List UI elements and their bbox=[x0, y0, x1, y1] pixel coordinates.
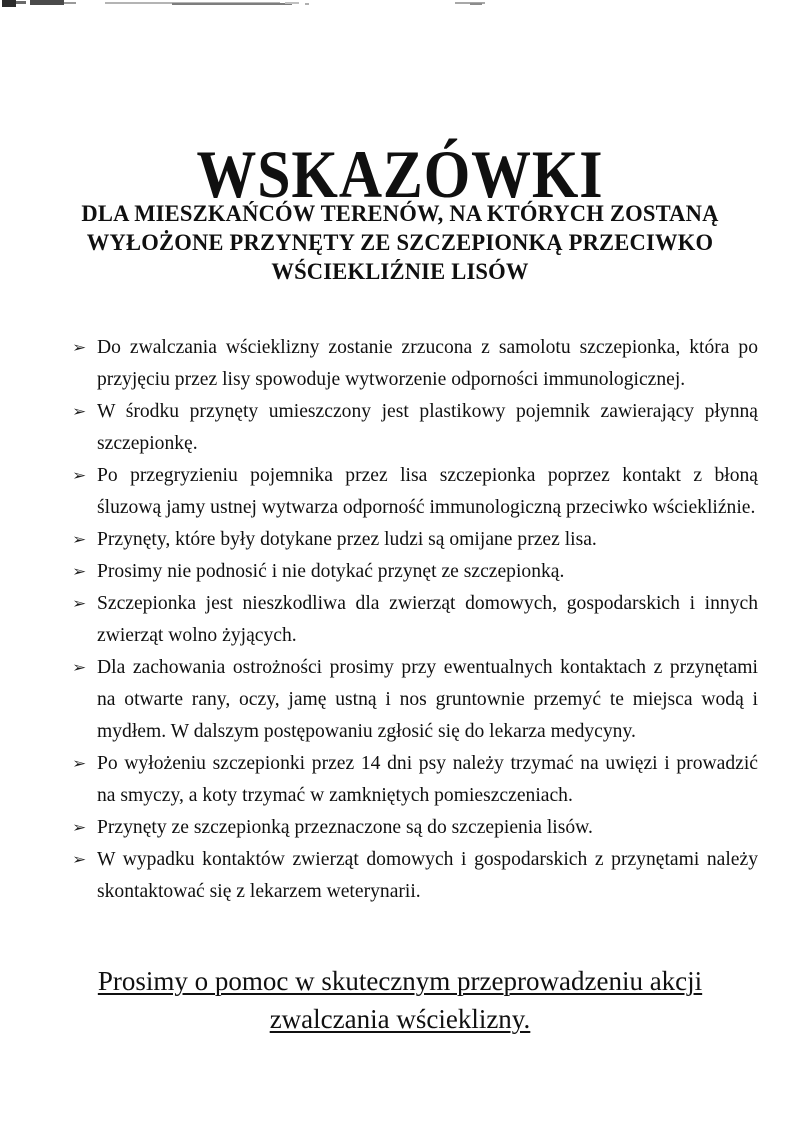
list-item-text: Prosimy nie podnosić i nie dotykać przynęt ze szczepionką. bbox=[97, 561, 565, 582]
list-item bbox=[72, 460, 758, 524]
scan-artifact-mark bbox=[172, 3, 292, 5]
scan-artifact-mark bbox=[64, 2, 76, 4]
list-item bbox=[72, 812, 758, 844]
scan-artifact-mark bbox=[455, 2, 485, 4]
list-item bbox=[72, 396, 758, 460]
list-item-text: W wypadku kontaktów zwierząt domowych i gospodarskich z przynętami należy skontaktować się z lekarzem weterynarii. bbox=[97, 849, 758, 902]
arrow-bullet-icon: ➢ bbox=[72, 659, 87, 676]
arrow-bullet-icon: ➢ bbox=[72, 755, 87, 772]
subtitle-line-3: WŚCIEKLIŹNIE LISÓW bbox=[271, 259, 529, 285]
arrow-bullet-icon: ➢ bbox=[72, 851, 87, 868]
subtitle-line-1: DLA MIESZKAŃCÓW TERENÓW, NA KTÓRYCH ZOSTANĄ bbox=[81, 201, 719, 227]
list-item-text: Do zwalczania wścieklizny zostanie zrzucona z samolotu szczepionka, która po przyjęciu przez lisy spowoduje wytworzenie odporności immunologicznej. bbox=[97, 337, 758, 390]
document-title: WSKAZÓWKI bbox=[196, 135, 604, 212]
subtitle-line-2: WYŁOŻONE PRZYNĘTY ZE SZCZEPIONKĄ PRZECIWKO bbox=[86, 230, 714, 256]
arrow-bullet-icon: ➢ bbox=[72, 531, 87, 548]
list-item bbox=[72, 332, 758, 396]
scan-artifact-mark bbox=[105, 2, 280, 4]
list-item-text: Po przegryzieniu pojemnika przez lisa szczepionka poprzez kontakt z błoną śluzową jamy ustnej wytwarza odporność immunologiczną przeciwko wściekliźnie. bbox=[97, 465, 758, 518]
arrow-bullet-icon: ➢ bbox=[72, 467, 87, 484]
list-item bbox=[72, 524, 758, 556]
scan-edge-artifacts bbox=[0, 0, 800, 16]
list-item-text: Przynęty ze szczepionką przeznaczone są do szczepienia lisów. bbox=[97, 817, 593, 838]
arrow-bullet-icon: ➢ bbox=[72, 563, 87, 580]
list-item-text: W środku przynęty umieszczony jest plastikowy pojemnik zawierający płynną szczepionkę. bbox=[97, 401, 758, 454]
scan-artifact-mark bbox=[30, 0, 64, 5]
closing-appeal bbox=[0, 962, 800, 1038]
document-subtitle bbox=[40, 200, 760, 287]
arrow-bullet-icon: ➢ bbox=[72, 403, 87, 420]
arrow-bullet-icon: ➢ bbox=[72, 819, 87, 836]
scan-artifact-mark bbox=[285, 2, 299, 4]
list-item bbox=[72, 652, 758, 748]
list-item-text: Po wyłożeniu szczepionki przez 14 dni psy należy trzymać na uwięzi i prowadzić na smyczy, a koty trzymać w zamkniętych pomieszczeniach. bbox=[97, 753, 758, 806]
closing-appeal-line-1: Prosimy o pomoc w skutecznym przeprowadzeniu akcji bbox=[97, 966, 703, 996]
arrow-bullet-icon: ➢ bbox=[72, 339, 87, 356]
list-item bbox=[72, 844, 758, 908]
list-item-text: Dla zachowania ostrożności prosimy przy ewentualnych kontaktach z przynętami na otwarte rany, oczy, jamę ustną i nos gruntownie przemyć te miejsca wodą i mydłem. W dalszym postępowaniu zgłosić się do lekarza medycyny. bbox=[97, 657, 758, 742]
closing-appeal-line-2: zwalczania wścieklizny. bbox=[269, 1004, 531, 1034]
scan-artifact-mark bbox=[470, 3, 482, 5]
list-item bbox=[72, 748, 758, 812]
list-item bbox=[72, 588, 758, 652]
scan-artifact-mark bbox=[305, 3, 309, 5]
list-item bbox=[72, 556, 758, 588]
scan-artifact-mark bbox=[16, 1, 26, 4]
list-item-text: Przynęty, które były dotykane przez ludzi są omijane przez lisa. bbox=[97, 529, 597, 550]
arrow-bullet-icon: ➢ bbox=[72, 595, 87, 612]
scan-artifact-mark bbox=[2, 0, 16, 7]
instructions-list bbox=[72, 332, 758, 908]
list-item-text: Szczepionka jest nieszkodliwa dla zwierząt domowych, gospodarskich i innych zwierząt wolno żyjących. bbox=[97, 593, 758, 646]
